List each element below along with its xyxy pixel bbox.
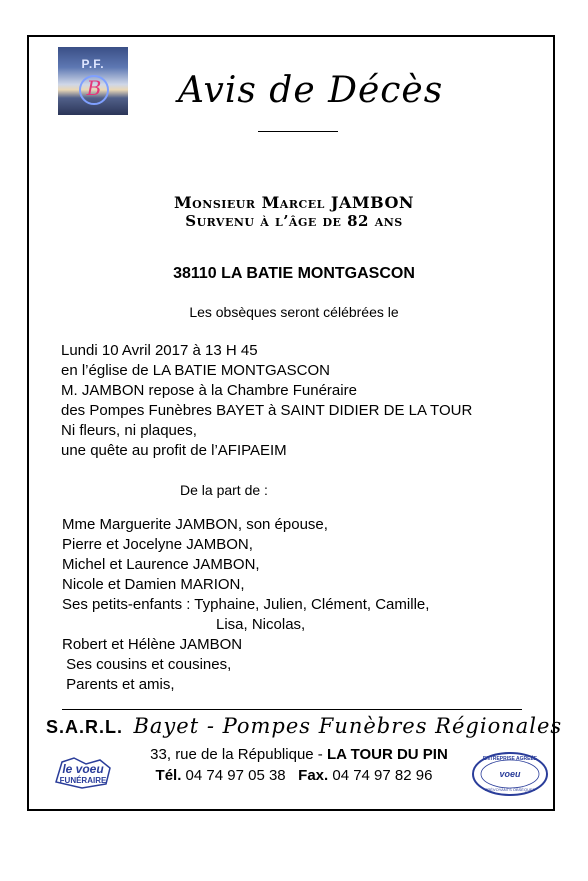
family-line: Parents et amis, bbox=[62, 676, 175, 693]
logo-initial: B bbox=[86, 76, 102, 100]
ceremony-intro: Les obsèques seront célébrées le bbox=[189, 304, 399, 320]
family-line: Pierre et Jocelyne JAMBON, bbox=[62, 536, 253, 553]
family-list bbox=[62, 515, 429, 695]
pf-logo bbox=[58, 47, 128, 115]
from-label: De la part de : bbox=[180, 482, 268, 498]
fax-label: Fax. bbox=[298, 767, 329, 784]
svg-text:le voeu: le voeu bbox=[62, 762, 104, 776]
address-city: LA TOUR DU PIN bbox=[326, 746, 448, 763]
company-name: Bayet - Pompes Funèbres Régionales bbox=[133, 714, 563, 738]
le-voeu-funeraire-logo bbox=[52, 752, 114, 790]
family-line: Robert et Hélène JAMBON bbox=[62, 636, 243, 653]
tel-number: 04 74 97 05 38 bbox=[181, 767, 286, 784]
deceased-age: Survenu à l’âge de 82 ans bbox=[185, 212, 403, 230]
family-line: Michel et Laurence JAMBON, bbox=[62, 556, 260, 573]
tel-label: Tél. bbox=[155, 767, 182, 784]
ceremony-details bbox=[61, 341, 472, 461]
fax-number: 04 74 97 82 96 bbox=[328, 767, 433, 784]
detail-line: des Pompes Funèbres BAYET à SAINT DIDIER DE LA TOUR bbox=[61, 402, 473, 419]
family-line: Nicole et Damien MARION, bbox=[62, 576, 245, 593]
page-title: Avis de Décès bbox=[178, 70, 444, 111]
svg-text:PRÉVOYANTS OBSÈQUES: PRÉVOYANTS OBSÈQUES bbox=[484, 787, 536, 792]
company-sarl: S.A.R.L. bbox=[46, 717, 124, 737]
family-line: Ses cousins et cousines, bbox=[62, 656, 232, 673]
company-header bbox=[46, 714, 562, 738]
detail-line: M. JAMBON repose à la Chambre Funéraire bbox=[61, 382, 357, 399]
entreprise-agreee-badge bbox=[471, 751, 549, 797]
family-line: Ses petits-enfants : Typhaine, Julien, Clément, Camille, bbox=[62, 596, 430, 613]
svg-text:ENTREPRISE AGRÉÉE: ENTREPRISE AGRÉÉE bbox=[482, 756, 538, 762]
svg-text:FUNÉRAIRE: FUNÉRAIRE bbox=[59, 776, 107, 785]
detail-line: Ni fleurs, ni plaques, bbox=[61, 422, 197, 439]
address-street: 33, rue de la République - bbox=[150, 746, 327, 763]
detail-line: Lundi 10 Avril 2017 à 13 H 45 bbox=[61, 342, 258, 359]
detail-line: en l’église de LA BATIE MONTGASCON bbox=[61, 362, 330, 379]
family-line: Lisa, Nicolas, bbox=[216, 616, 306, 633]
svg-text:voeu: voeu bbox=[499, 769, 521, 779]
family-line: Mme Marguerite JAMBON, son épouse, bbox=[62, 516, 328, 533]
deceased-town: 38110 LA BATIE MONTGASCON bbox=[173, 265, 415, 282]
detail-line: une quête au profit de l’AFIPAEIM bbox=[61, 442, 287, 459]
deceased-name: Monsieur Marcel JAMBON bbox=[173, 193, 415, 212]
title-divider bbox=[258, 131, 338, 132]
logo-letters: P.F. bbox=[81, 57, 105, 71]
footer-divider bbox=[62, 709, 522, 710]
